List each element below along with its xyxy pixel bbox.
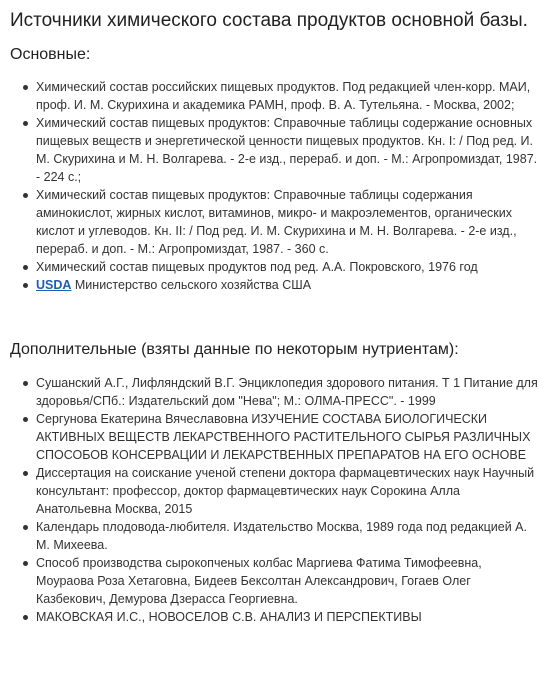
list-item: Сергунова Екатерина Вячеславовна ИЗУЧЕНИЕ СОСТАВА БИОЛОГИЧЕСКИ АКТИВНЫХ ВЕЩЕСТВ ЛЕКАРСТВЕННОГО РАСТИТЕЛЬНОГО СЫРЬЯ РАЗЛИЧНЫХ СПОСОБОВ КОНСЕРВАЦИИ И ЛЕКАРСТВЕННЫХ ПРЕПАРАТОВ НА ЕГО ОСНОВЕ (0, 410, 548, 464)
list-item: Календарь плодовода-любителя. Издательство Москва, 1989 года под редакцией А. М. Михеева. (0, 518, 548, 554)
list-item-usda (0, 276, 548, 294)
list-item: Химический состав пищевых продуктов: Справочные таблицы содержания аминокислот, жирных кислот, витаминов, микро- и макроэлементов, органических кислот и углеводов. Кн. II: / Под ред. И. М. Скурихина и М. Н. Волгарева. - 2-е изд., перераб. и доп. - М.: Агропромиздат, 1987. - 360 с. (0, 186, 548, 258)
list-item: Химический состав пищевых продуктов под ред. А.А. Покровского, 1976 год (0, 258, 548, 276)
main-sources-heading: Основные: (10, 46, 91, 63)
main-sources-list (0, 78, 548, 294)
usda-link[interactable]: USDA (36, 278, 72, 292)
list-item: Химический состав российских пищевых продуктов. Под редакцией член-корр. МАИ, проф. И. М. Скурихина и академика РАМН, проф. В. А. Тутельяна. - Москва, 2002; (0, 78, 548, 114)
page-title: Источники химического состава продуктов основной базы. (10, 10, 528, 31)
list-item: Способ производства сырокопченых колбас Маргиева Фатима Тимофеевна, Моураова Роза Хетаговна, Бидеев Бексолтан Александрович, Гогаев Олег Казбекович, Демурова Дзерасса Георгиевна. (0, 554, 548, 608)
additional-sources-list (0, 374, 548, 626)
list-item: МАКОВСКАЯ И.С., НОВОСЕЛОВ С.В. АНАЛИЗ И ПЕРСПЕКТИВЫ (0, 608, 548, 626)
usda-description: Министерство сельского хозяйства США (71, 278, 312, 292)
list-item: Диссертация на соискание ученой степени доктора фармацевтических наук Научный консультант: профессор, доктор фармацевтических наук Сорокина Алла Анатольевна Москва, 2015 (0, 464, 548, 518)
list-item: Химический состав пищевых продуктов: Справочные таблицы содержание основных пищевых веществ и энергетической ценности пищевых продуктов. Кн. I: / Под ред. И. М. Скурихина и М. Н. Волгарева. - 2-е изд., перераб. и доп. - М.: Агропромиздат, 1987. - 224 с.; (0, 114, 548, 186)
list-item: Сушанский А.Г., Лифляндский В.Г. Энциклопедия здорового питания. Т 1 Питание для здоровья/СПб.: Издательский дом "Нева"; М.: ОЛМА-ПРЕСС". - 1999 (0, 374, 548, 410)
additional-sources-heading: Дополнительные (взяты данные по некоторым нутриентам): (10, 341, 459, 358)
